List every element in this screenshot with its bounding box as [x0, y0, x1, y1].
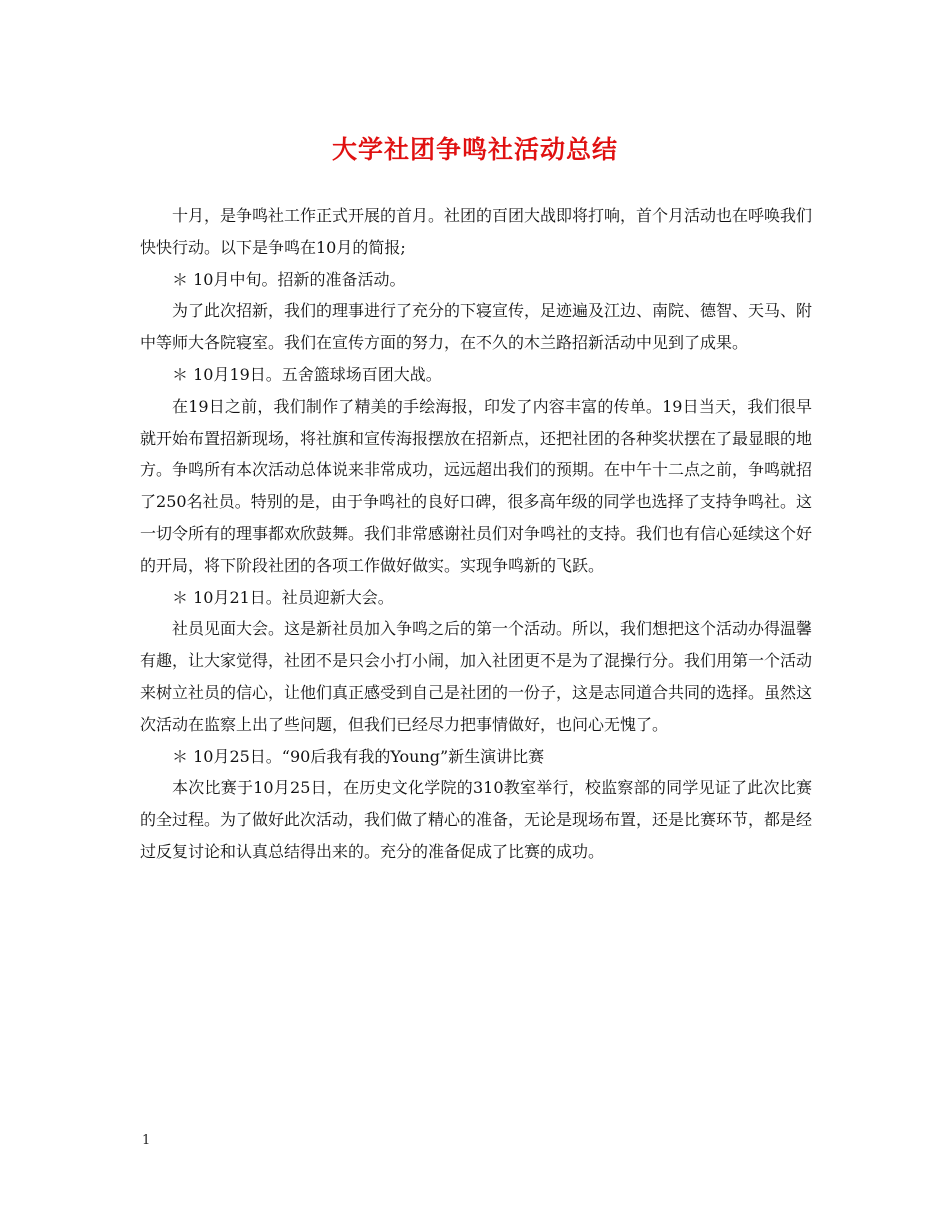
document-body [140, 200, 812, 868]
paragraph-intro: 十月，是争鸣社工作正式开展的首月。社团的百团大战即将打响，首个月活动也在呼唤我们快快行动。以下是争鸣在10月的简报; [140, 206, 813, 257]
bullet-heading-oct-21: ＊ 10月21日。社员迎新大会。 [172, 587, 394, 607]
bullet-heading-oct-mid: ＊ 10月中旬。招新的准备活动。 [172, 269, 406, 289]
paragraph-recruit-prep: 为了此次招新，我们的理事进行了充分的下寝宣传，足迹遍及江边、南院、德智、天马、附中等师大各院寝室。我们在宣传方面的努力，在不久的木兰路招新活动中见到了成果。 [140, 301, 813, 353]
bullet-heading-oct-25: ＊ 10月25日。“90后我有我的Young”新生演讲比赛 [172, 746, 545, 766]
paragraph-welcome-meeting: 社员见面大会。这是新社员加入争鸣之后的第一个活动。所以，我们想把这个活动办得温馨有趣，让大家觉得，社团不是只会小打小闹，加入社团更不是为了混操行分。我们用第一个活动来树立社员的信心，让他们真正感受到自己是社团的一份子，这是志同道合共同的选择。虽然这次活动在监察上出了些问题，但我们已经尽力把事情做好，也问心无愧了。 [140, 619, 813, 734]
bullet-heading-oct-19: ＊ 10月19日。五舍篮球场百团大战。 [172, 364, 442, 384]
paragraph-club-fair: 在19日之前，我们制作了精美的手绘海报，印发了内容丰富的传单。19日当天，我们很早就开始布置招新现场，将社旗和宣传海报摆放在招新点，还把社团的各种奖状摆在了最显眼的地方。争鸣所有本次活动总体说来非常成功，远远超出我们的预期。在中午十二点之前，争鸣就招了250名社员。特别的是，由于争鸣社的良好口碑，很多高年级的同学也选择了支持争鸣社。这一切令所有的理事都欢欣鼓舞。我们非常感谢社员们对争鸣社的支持。我们也有信心延续这个好的开局，将下阶段社团的各项工作做好做实。实现争鸣新的飞跃。 [140, 396, 813, 575]
paragraph-speech-contest: 本次比赛于10月25日，在历史文化学院的310教室举行，校监察部的同学见证了此次比赛的全过程。为了做好此次活动，我们做了精心的准备，无论是现场布置，还是比赛环节，都是经过反复讨论和认真总结得出来的。充分的准备促成了比赛的成功。 [140, 778, 813, 861]
page-number: 1 [142, 1133, 151, 1148]
document-title: 大学社团争鸣社活动总结 [331, 135, 618, 164]
